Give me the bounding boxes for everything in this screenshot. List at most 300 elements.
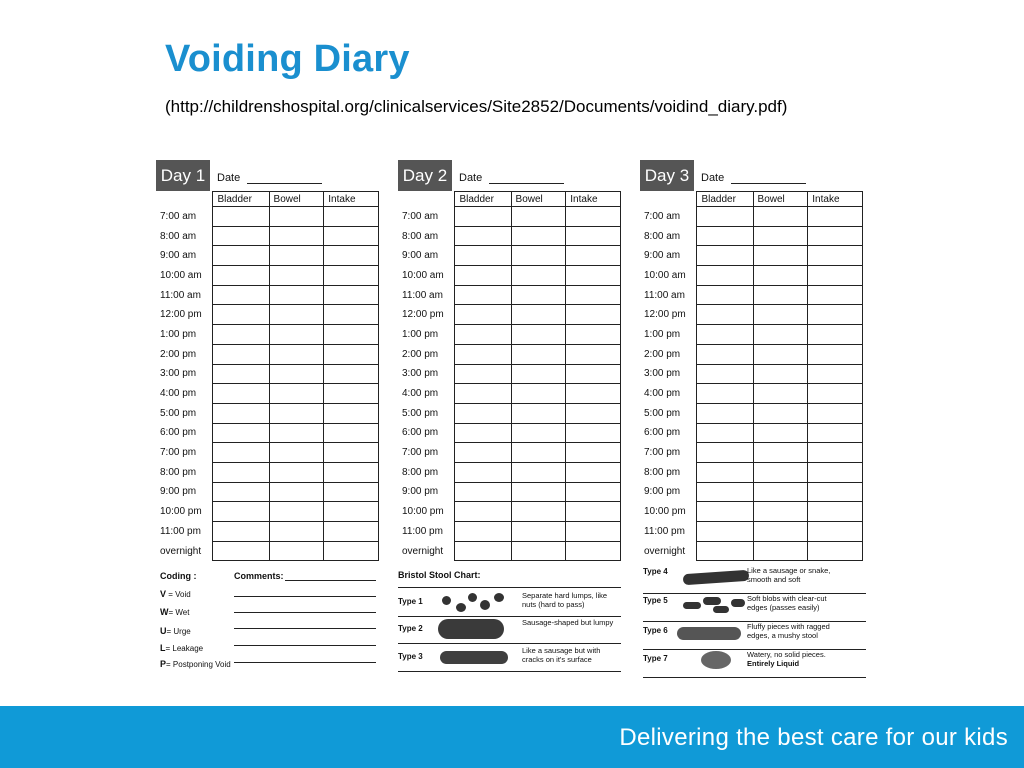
time-label: 10:00 am — [402, 269, 444, 281]
entry-cell[interactable] — [511, 305, 566, 325]
table-row — [398, 403, 621, 423]
table-row — [640, 502, 863, 522]
entry-cell[interactable] — [753, 305, 808, 325]
entry-cell[interactable] — [753, 266, 808, 286]
table-row — [640, 246, 863, 266]
stool-lumps-icon — [480, 600, 490, 610]
time-label: 11:00 am — [402, 289, 443, 301]
entry-cell[interactable] — [269, 403, 324, 423]
time-label: 10:00 pm — [160, 506, 202, 518]
entry-cell[interactable] — [753, 285, 808, 305]
entry-cell[interactable] — [753, 246, 808, 266]
entry-cell[interactable] — [697, 403, 753, 423]
date-label: Date — [217, 172, 241, 184]
table-row — [398, 541, 621, 561]
time-label: 8:00 am — [402, 230, 439, 242]
entry-cell[interactable] — [753, 462, 808, 482]
table-row — [156, 541, 379, 561]
time-label: 4:00 pm — [644, 388, 681, 400]
stool-type-4: Type 4 Like a sausage or snake, smooth and soft — [643, 565, 866, 594]
table-row — [398, 285, 621, 305]
time-label: 10:00 am — [160, 269, 202, 281]
entry-cell[interactable] — [324, 344, 379, 364]
entry-cell[interactable] — [753, 364, 808, 384]
stool-blobs-icon — [683, 602, 701, 609]
table-row — [156, 482, 379, 502]
entry-cell[interactable] — [269, 364, 324, 384]
table-row — [640, 482, 863, 502]
entry-cell[interactable] — [213, 443, 269, 463]
entry-cell[interactable] — [566, 443, 621, 463]
entry-cell[interactable] — [511, 403, 566, 423]
slide-title: Voiding Diary — [165, 38, 410, 80]
entry-cell[interactable] — [697, 364, 753, 384]
table-row — [640, 325, 863, 345]
entry-cell[interactable] — [566, 423, 621, 443]
table-row — [398, 344, 621, 364]
stool-type-5: Type 5 Soft blobs with clear-cut edges (passes easily) — [643, 593, 866, 622]
entry-cell[interactable] — [511, 462, 566, 482]
entry-cell[interactable] — [808, 384, 863, 404]
day-tag: Day 2 — [398, 160, 452, 191]
entry-cell[interactable] — [213, 522, 269, 542]
entry-cell[interactable] — [808, 364, 863, 384]
entry-cell[interactable] — [324, 502, 379, 522]
entry-cell[interactable] — [697, 384, 753, 404]
table-row — [640, 423, 863, 443]
entry-cell[interactable] — [324, 522, 379, 542]
code-v: V = Void — [160, 589, 191, 599]
source-url: (http://childrenshospital.org/clinicalservices/Site2852/Documents/voidind_diary.pdf) — [165, 97, 788, 116]
entry-cell[interactable] — [566, 522, 621, 542]
entry-cell[interactable] — [455, 364, 511, 384]
entry-cell[interactable] — [213, 226, 269, 246]
table-row — [156, 423, 379, 443]
entry-cell[interactable] — [753, 522, 808, 542]
day-tag: Day 1 — [156, 160, 210, 191]
stool-type-3: Type 3 Like a sausage but with cracks on it's surface — [398, 643, 621, 672]
entry-cell[interactable] — [511, 482, 566, 502]
entry-cell[interactable] — [808, 541, 863, 561]
entry-cell[interactable] — [511, 423, 566, 443]
entry-cell[interactable] — [455, 502, 511, 522]
entry-cell[interactable] — [269, 541, 324, 561]
entry-cell[interactable] — [511, 541, 566, 561]
time-label: 7:00 am — [402, 210, 439, 222]
entry-cell[interactable] — [753, 443, 808, 463]
day-2-panel — [398, 160, 621, 557]
entry-cell[interactable] — [213, 344, 269, 364]
entry-cell[interactable] — [808, 482, 863, 502]
entry-cell[interactable] — [455, 541, 511, 561]
table-row — [398, 384, 621, 404]
stool-snake-icon — [683, 570, 750, 586]
entry-cell[interactable] — [269, 226, 324, 246]
entry-cell[interactable] — [269, 443, 324, 463]
stool-lumps-icon — [494, 593, 504, 602]
code-p: P= Postponing Void — [160, 659, 231, 669]
table-row — [398, 443, 621, 463]
table-row — [398, 522, 621, 542]
entry-cell[interactable] — [511, 344, 566, 364]
entry-cell[interactable] — [324, 403, 379, 423]
table-row — [398, 226, 621, 246]
entry-cell[interactable] — [324, 285, 379, 305]
entry-cell[interactable] — [511, 522, 566, 542]
time-label: 4:00 pm — [402, 388, 439, 400]
time-label: 8:00 pm — [160, 466, 197, 478]
stool-cracked-sausage-icon — [440, 651, 508, 664]
entry-cell[interactable] — [808, 207, 863, 227]
table-row — [398, 502, 621, 522]
date-input-line[interactable] — [489, 183, 564, 184]
time-label: 9:00 am — [160, 250, 197, 262]
table-row — [640, 403, 863, 423]
entry-cell[interactable] — [697, 344, 753, 364]
time-label: 12:00 pm — [644, 309, 686, 321]
entry-cell[interactable] — [697, 541, 753, 561]
entry-cell[interactable] — [566, 285, 621, 305]
entry-cell[interactable] — [511, 207, 566, 227]
entry-cell[interactable] — [269, 423, 324, 443]
time-label: 1:00 pm — [402, 328, 439, 340]
table-row — [156, 226, 379, 246]
stool-type-2: Type 2 Sausage-shaped but lumpy — [398, 615, 621, 644]
entry-cell[interactable] — [455, 285, 511, 305]
entry-cell[interactable] — [808, 305, 863, 325]
date-input-line[interactable] — [731, 183, 806, 184]
entry-cell[interactable] — [697, 522, 753, 542]
entry-cell[interactable] — [324, 384, 379, 404]
entry-cell[interactable] — [324, 482, 379, 502]
stool-mushy-icon — [677, 627, 741, 640]
time-label: 11:00 pm — [160, 525, 201, 537]
entry-cell[interactable] — [213, 403, 269, 423]
stool-liquid-icon — [701, 651, 731, 669]
entry-cell[interactable] — [808, 403, 863, 423]
time-label: 3:00 pm — [644, 368, 681, 380]
table-row — [640, 541, 863, 561]
entry-cell[interactable] — [566, 462, 621, 482]
table-row — [156, 305, 379, 325]
table-row — [398, 246, 621, 266]
entry-cell[interactable] — [697, 285, 753, 305]
entry-cell[interactable] — [455, 226, 511, 246]
time-label: 2:00 pm — [160, 348, 197, 360]
column-header: Intake — [566, 192, 621, 207]
stool-blobs-icon — [713, 606, 729, 613]
comments-line — [234, 645, 376, 646]
table-row — [156, 443, 379, 463]
entry-cell[interactable] — [511, 502, 566, 522]
time-label: 8:00 pm — [402, 466, 439, 478]
entry-cell[interactable] — [566, 364, 621, 384]
entry-cell[interactable] — [455, 443, 511, 463]
stool-lumps-icon — [456, 603, 466, 612]
column-header: Intake — [324, 192, 379, 207]
column-header: Bladder — [697, 192, 753, 207]
entry-cell[interactable] — [566, 266, 621, 286]
entry-cell[interactable] — [566, 207, 621, 227]
entry-cell[interactable] — [566, 325, 621, 345]
entry-cell[interactable] — [269, 246, 324, 266]
entry-cell[interactable] — [566, 482, 621, 502]
entry-cell[interactable] — [455, 325, 511, 345]
entry-cell[interactable] — [213, 266, 269, 286]
stool-type-6: Type 6 Fluffy pieces with ragged edges, a mushy stool — [643, 621, 866, 650]
entry-cell[interactable] — [269, 502, 324, 522]
entry-cell[interactable] — [566, 226, 621, 246]
coding-heading: Coding : — [160, 571, 197, 581]
entry-cell[interactable] — [697, 246, 753, 266]
entry-cell[interactable] — [213, 207, 269, 227]
entry-cell[interactable] — [511, 285, 566, 305]
entry-cell[interactable] — [697, 226, 753, 246]
column-header: Bladder — [213, 192, 269, 207]
time-label: 4:00 pm — [160, 388, 197, 400]
table-row — [156, 325, 379, 345]
entry-cell[interactable] — [808, 266, 863, 286]
time-label: 11:00 pm — [402, 525, 443, 537]
stool-blobs-icon — [703, 597, 721, 605]
comments-line — [234, 612, 376, 613]
entry-cell[interactable] — [511, 226, 566, 246]
time-label: 10:00 am — [644, 269, 686, 281]
entry-cell[interactable] — [566, 305, 621, 325]
entry-cell[interactable] — [213, 364, 269, 384]
entry-cell[interactable] — [808, 226, 863, 246]
entry-cell[interactable] — [808, 325, 863, 345]
entry-cell[interactable] — [753, 502, 808, 522]
entry-cell[interactable] — [697, 207, 753, 227]
entry-cell[interactable] — [324, 226, 379, 246]
entry-cell[interactable] — [697, 325, 753, 345]
entry-cell[interactable] — [753, 207, 808, 227]
entry-cell[interactable] — [213, 423, 269, 443]
entry-cell[interactable] — [753, 482, 808, 502]
day-1-panel — [156, 160, 379, 557]
table-row — [156, 364, 379, 384]
time-label: 11:00 am — [644, 289, 685, 301]
time-label: 7:00 pm — [160, 447, 197, 459]
diary-table — [640, 191, 863, 561]
entry-cell[interactable] — [753, 541, 808, 561]
table-row — [398, 482, 621, 502]
time-label: 12:00 pm — [402, 309, 444, 321]
time-label: 9:00 am — [402, 250, 439, 262]
comments-line — [234, 628, 376, 629]
entry-cell[interactable] — [455, 384, 511, 404]
entry-cell[interactable] — [455, 403, 511, 423]
table-row — [640, 462, 863, 482]
entry-cell[interactable] — [566, 246, 621, 266]
column-header: Bowel — [511, 192, 566, 207]
time-label: 10:00 pm — [644, 506, 686, 518]
entry-cell[interactable] — [566, 384, 621, 404]
entry-cell[interactable] — [324, 541, 379, 561]
entry-cell[interactable] — [511, 325, 566, 345]
entry-cell[interactable] — [808, 502, 863, 522]
entry-cell[interactable] — [511, 246, 566, 266]
entry-cell[interactable] — [753, 344, 808, 364]
entry-cell[interactable] — [324, 325, 379, 345]
entry-cell[interactable] — [269, 384, 324, 404]
table-row — [156, 522, 379, 542]
entry-cell[interactable] — [808, 285, 863, 305]
time-label: overnight — [160, 545, 202, 557]
entry-cell[interactable] — [269, 522, 324, 542]
table-row — [398, 423, 621, 443]
entry-cell[interactable] — [213, 502, 269, 522]
entry-cell[interactable] — [324, 305, 379, 325]
entry-cell[interactable] — [511, 364, 566, 384]
time-label: 2:00 pm — [644, 348, 681, 360]
comments-line — [285, 580, 376, 581]
time-label: 5:00 pm — [644, 407, 681, 419]
stool-lumps-icon — [442, 596, 451, 605]
entry-cell[interactable] — [213, 384, 269, 404]
time-label: 8:00 am — [160, 230, 197, 242]
entry-cell[interactable] — [808, 344, 863, 364]
entry-cell[interactable] — [697, 502, 753, 522]
entry-cell[interactable] — [511, 266, 566, 286]
time-label: 11:00 am — [160, 289, 201, 301]
entry-cell[interactable] — [455, 266, 511, 286]
column-header: Intake — [808, 192, 863, 207]
table-row — [156, 403, 379, 423]
table-row — [398, 207, 621, 227]
entry-cell[interactable] — [753, 403, 808, 423]
entry-cell[interactable] — [324, 364, 379, 384]
table-row — [398, 266, 621, 286]
entry-cell[interactable] — [324, 423, 379, 443]
entry-cell[interactable] — [566, 541, 621, 561]
entry-cell[interactable] — [269, 305, 324, 325]
entry-cell[interactable] — [808, 522, 863, 542]
time-label: 3:00 pm — [160, 368, 197, 380]
entry-cell[interactable] — [808, 246, 863, 266]
time-label: 6:00 pm — [160, 427, 197, 439]
entry-cell[interactable] — [566, 502, 621, 522]
time-label: 7:00 pm — [644, 447, 681, 459]
footer-bar — [0, 706, 1024, 768]
entry-cell[interactable] — [566, 344, 621, 364]
time-label: 8:00 pm — [644, 466, 681, 478]
time-label: 5:00 pm — [402, 407, 439, 419]
entry-cell[interactable] — [213, 482, 269, 502]
time-label: overnight — [644, 545, 686, 557]
entry-cell[interactable] — [697, 462, 753, 482]
entry-cell[interactable] — [324, 443, 379, 463]
time-label: 9:00 pm — [402, 486, 439, 498]
table-row — [640, 266, 863, 286]
column-header: Bowel — [753, 192, 808, 207]
entry-cell[interactable] — [269, 285, 324, 305]
time-label: 11:00 pm — [644, 525, 685, 537]
entry-cell[interactable] — [324, 462, 379, 482]
entry-cell[interactable] — [213, 285, 269, 305]
entry-cell[interactable] — [455, 305, 511, 325]
entry-cell[interactable] — [213, 305, 269, 325]
entry-cell[interactable] — [213, 246, 269, 266]
table-row — [640, 226, 863, 246]
entry-cell[interactable] — [753, 226, 808, 246]
date-label: Date — [459, 172, 483, 184]
entry-cell[interactable] — [697, 305, 753, 325]
time-label: 5:00 pm — [160, 407, 197, 419]
entry-cell[interactable] — [511, 443, 566, 463]
entry-cell[interactable] — [808, 423, 863, 443]
day-tag: Day 3 — [640, 160, 694, 191]
table-row — [398, 305, 621, 325]
entry-cell[interactable] — [213, 462, 269, 482]
entry-cell[interactable] — [455, 423, 511, 443]
entry-cell[interactable] — [455, 207, 511, 227]
table-row — [398, 325, 621, 345]
stool-lumpy-sausage-icon — [438, 619, 504, 639]
date-input-line[interactable] — [247, 183, 322, 184]
entry-cell[interactable] — [511, 384, 566, 404]
entry-cell[interactable] — [213, 541, 269, 561]
entry-cell[interactable] — [697, 266, 753, 286]
entry-cell[interactable] — [753, 325, 808, 345]
table-row — [156, 285, 379, 305]
entry-cell[interactable] — [324, 266, 379, 286]
entry-cell[interactable] — [697, 482, 753, 502]
table-row — [640, 364, 863, 384]
table-row — [640, 344, 863, 364]
entry-cell[interactable] — [753, 384, 808, 404]
comments-line — [234, 662, 376, 663]
entry-cell[interactable] — [697, 443, 753, 463]
entry-cell[interactable] — [566, 403, 621, 423]
entry-cell[interactable] — [808, 462, 863, 482]
table-row — [156, 384, 379, 404]
entry-cell[interactable] — [697, 423, 753, 443]
entry-cell[interactable] — [455, 344, 511, 364]
entry-cell[interactable] — [269, 462, 324, 482]
comments-line — [234, 596, 376, 597]
time-label: 3:00 pm — [402, 368, 439, 380]
time-label: 1:00 pm — [644, 328, 681, 340]
column-header: Bladder — [455, 192, 511, 207]
entry-cell[interactable] — [753, 423, 808, 443]
table-row — [640, 443, 863, 463]
stool-lumps-icon — [468, 593, 477, 602]
time-label: 10:00 pm — [402, 506, 444, 518]
code-w: W= Wet — [160, 607, 190, 617]
entry-cell[interactable] — [808, 443, 863, 463]
entry-cell[interactable] — [324, 246, 379, 266]
entry-cell[interactable] — [269, 325, 324, 345]
entry-cell[interactable] — [455, 482, 511, 502]
entry-cell[interactable] — [324, 207, 379, 227]
time-label: overnight — [402, 545, 444, 557]
entry-cell[interactable] — [213, 325, 269, 345]
footer-tagline: Delivering the best care for our kids — [619, 724, 1008, 751]
stool-type-1: Type 1 Separate hard lumps, like nuts (hard to pass) — [398, 587, 621, 617]
entry-cell[interactable] — [269, 266, 324, 286]
entry-cell[interactable] — [455, 246, 511, 266]
entry-cell[interactable] — [455, 462, 511, 482]
entry-cell[interactable] — [269, 207, 324, 227]
time-label: 7:00 pm — [402, 447, 439, 459]
entry-cell[interactable] — [455, 522, 511, 542]
table-row — [156, 246, 379, 266]
entry-cell[interactable] — [269, 344, 324, 364]
entry-cell[interactable] — [269, 482, 324, 502]
time-label: 8:00 am — [644, 230, 681, 242]
